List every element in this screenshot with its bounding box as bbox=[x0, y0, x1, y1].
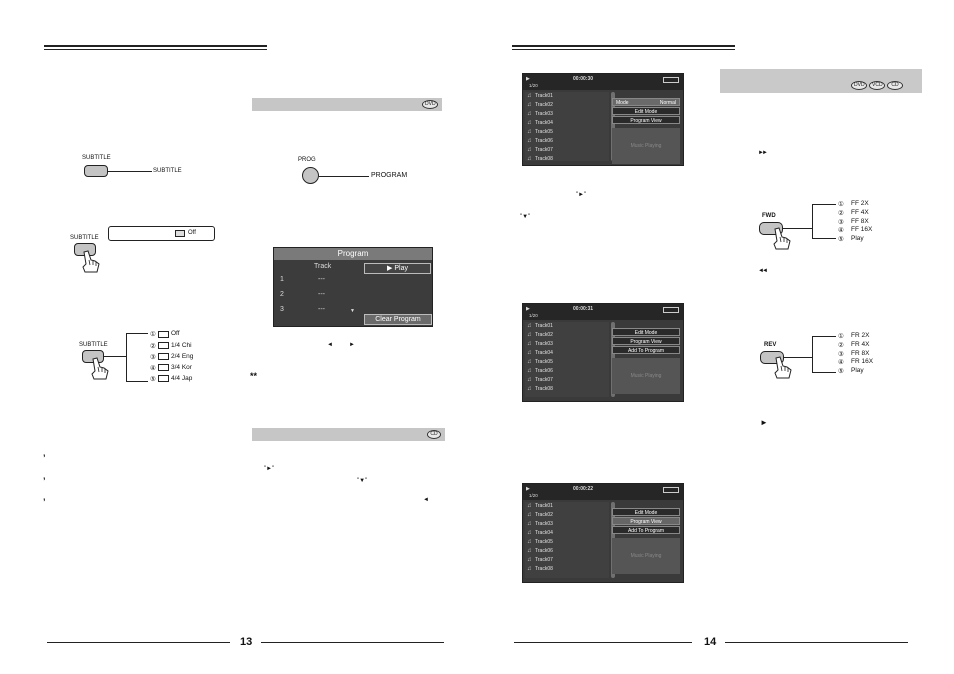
dvd-disc-badge: DVD bbox=[851, 81, 867, 90]
track-list bbox=[525, 502, 609, 578]
track-item[interactable]: ♫ Track03 bbox=[525, 110, 609, 119]
mode-label: Mode bbox=[616, 100, 629, 106]
play-status-icon: ▶ bbox=[526, 486, 530, 492]
play-icon-right: ► bbox=[760, 418, 768, 427]
fwd-option-mark: ③ bbox=[838, 219, 844, 226]
left-page-number: 13 bbox=[240, 636, 253, 648]
subtitle-button-label-3: SUBTITLE bbox=[79, 342, 108, 348]
music-screen-3 bbox=[522, 483, 684, 583]
rev-option: FR 2X bbox=[851, 332, 870, 339]
track-item[interactable]: ♫ Track06 bbox=[525, 547, 609, 556]
fwd-connector bbox=[783, 228, 812, 229]
rev-bracket-bottom bbox=[812, 372, 836, 373]
track-count: 1/20 bbox=[529, 313, 538, 318]
track-item[interactable]: ♫ Track02 bbox=[525, 511, 609, 520]
music-screen-1 bbox=[522, 73, 684, 166]
track-item[interactable]: ♫ Track01 bbox=[525, 92, 609, 101]
subtitle-option: 4/4 Jap bbox=[171, 375, 193, 382]
track-count: 1/20 bbox=[529, 493, 538, 498]
right-footer-rule-b bbox=[725, 642, 908, 643]
track-item[interactable]: ♫ Track01 bbox=[525, 502, 609, 511]
music-playing-panel: Music Playing bbox=[612, 128, 680, 164]
track-item[interactable]: ♫ Track04 bbox=[525, 349, 609, 358]
screen-status-bar bbox=[523, 74, 683, 90]
subtitle-option-mark: ② bbox=[150, 343, 156, 350]
hand-press-icon-rev bbox=[772, 356, 794, 380]
screen-status-bar bbox=[523, 304, 683, 320]
subtitle-button bbox=[84, 165, 108, 177]
down-quote-icon-right: "▼" bbox=[520, 214, 531, 220]
left-footer-rule-b bbox=[261, 642, 444, 643]
play-quote-icon: "►" bbox=[264, 466, 275, 472]
track-item[interactable]: ♫ Track07 bbox=[525, 146, 609, 155]
subtitle-button-label-2: SUBTITLE bbox=[70, 235, 99, 241]
track-item[interactable]: ♫ Track03 bbox=[525, 520, 609, 529]
track-item[interactable]: ♫ Track08 bbox=[525, 565, 609, 574]
play-status-icon: ▶ bbox=[526, 76, 530, 82]
play-quote-icon-right: "►" bbox=[576, 192, 587, 198]
track-item[interactable]: ♫ Track02 bbox=[525, 101, 609, 110]
clear-program-button[interactable]: Clear Program bbox=[364, 314, 432, 325]
rev-option: Play bbox=[851, 367, 864, 374]
right-footer-rule-a bbox=[514, 642, 692, 643]
rev-option: FR 4X bbox=[851, 341, 870, 348]
prog-button bbox=[302, 167, 319, 184]
subtitle-connector-label: SUBTITLE bbox=[153, 168, 182, 174]
left-arrow-icon: ◄ bbox=[327, 342, 333, 348]
program-row-number: 3 bbox=[280, 306, 284, 313]
rev-bracket-top bbox=[812, 336, 836, 337]
screen-menu bbox=[612, 98, 680, 125]
rev-connector bbox=[784, 357, 812, 358]
cd-disc-badge: CD bbox=[427, 430, 441, 439]
track-item[interactable]: ♫ Track03 bbox=[525, 340, 609, 349]
bullet-mark: ’ bbox=[43, 476, 46, 486]
down-quote-icon: "▼" bbox=[357, 478, 368, 484]
program-row-number: 2 bbox=[280, 291, 284, 298]
subtitle-option-icon bbox=[158, 375, 169, 382]
prog-button-label: PROG bbox=[298, 157, 316, 163]
vcd-disc-badge: VCD bbox=[869, 81, 885, 90]
track-item[interactable]: ♫ Track05 bbox=[525, 358, 609, 367]
program-play-label: Play bbox=[394, 265, 408, 272]
rewind-icon: ◄◄ bbox=[758, 268, 766, 274]
menu-option[interactable]: Program View bbox=[612, 116, 680, 124]
subtitle-connector-line bbox=[108, 171, 152, 172]
hand-press-icon-fwd bbox=[771, 227, 793, 251]
scroll-down-icon: ▼ bbox=[350, 308, 355, 314]
rev-option: FR 8X bbox=[851, 350, 870, 357]
bullet-mark: ’ bbox=[43, 497, 46, 507]
track-item[interactable]: ♫ Track07 bbox=[525, 376, 609, 385]
track-item[interactable]: ♫ Track04 bbox=[525, 119, 609, 128]
music-playing-panel: Music Playing bbox=[612, 358, 680, 394]
subtitle-option-icon bbox=[158, 331, 169, 338]
track-item[interactable]: ♫ Track06 bbox=[525, 137, 609, 146]
mode-value: Normal bbox=[659, 100, 676, 106]
dvd-disc-badge: DVD bbox=[422, 100, 438, 109]
track-list bbox=[525, 322, 609, 397]
program-row-value: --- bbox=[318, 291, 325, 298]
rev-option: FR 16X bbox=[851, 358, 874, 365]
subtitle-options-bracket bbox=[126, 333, 127, 381]
fwd-option: FF 16X bbox=[851, 226, 873, 233]
prog-connector-label: PROGRAM bbox=[371, 172, 408, 179]
rev-button-label: REV bbox=[764, 342, 777, 348]
prog-connector-line bbox=[319, 176, 369, 177]
fwd-option: FF 4X bbox=[851, 209, 869, 216]
right-arrow-icon: ► bbox=[349, 342, 355, 348]
bracket-bottom bbox=[126, 381, 148, 382]
fwd-option-mark: ① bbox=[838, 201, 844, 208]
menu-option[interactable]: Edit Mode bbox=[612, 107, 680, 115]
cd-disc-badge: CD bbox=[887, 81, 903, 90]
left-arrow-icon-cd: ◄ bbox=[423, 497, 429, 503]
rev-option-mark: ③ bbox=[838, 351, 844, 358]
bracket-top bbox=[126, 333, 148, 334]
playback-time: 00:00:22 bbox=[573, 486, 594, 492]
left-footer-rule-a bbox=[47, 642, 230, 643]
track-item[interactable]: ♫ Track05 bbox=[525, 128, 609, 137]
fwd-option: Play bbox=[851, 235, 864, 242]
right-header-rule bbox=[512, 45, 735, 50]
menu-option[interactable]: Add To Program bbox=[612, 526, 680, 534]
subtitle-option: 3/4 Kor bbox=[171, 364, 192, 371]
fwd-option-mark: ② bbox=[838, 210, 844, 217]
fwd-option: FF 2X bbox=[851, 200, 869, 207]
track-item[interactable]: ♫ Track05 bbox=[525, 538, 609, 547]
note-mark: ** bbox=[250, 371, 258, 381]
subtitle-option-icon bbox=[158, 342, 169, 349]
program-osd bbox=[273, 247, 433, 327]
track-item[interactable]: ♫ Track07 bbox=[525, 556, 609, 565]
menu-option[interactable]: Edit Mode bbox=[612, 508, 680, 516]
music-screen-2 bbox=[522, 303, 684, 402]
program-section-band bbox=[252, 98, 442, 111]
track-item[interactable]: ♫ Track02 bbox=[525, 331, 609, 340]
menu-option[interactable]: Program View bbox=[612, 337, 680, 345]
rev-option-mark: ⑤ bbox=[838, 368, 844, 375]
subtitle-option-icon bbox=[158, 353, 169, 360]
menu-option[interactable]: Program View bbox=[612, 517, 680, 525]
track-count: 1/20 bbox=[529, 83, 538, 88]
playback-time: 00:00:31 bbox=[573, 306, 594, 312]
track-item[interactable]: ♫ Track04 bbox=[525, 529, 609, 538]
hand-press-icon-2 bbox=[89, 357, 111, 381]
subtitle-osd-box bbox=[108, 226, 215, 241]
track-item[interactable]: ♫ Track06 bbox=[525, 367, 609, 376]
program-row-value: --- bbox=[318, 306, 325, 313]
subtitle-options-connector bbox=[104, 356, 126, 357]
right-page-number: 14 bbox=[704, 636, 717, 648]
subtitle-osd-value: Off bbox=[188, 230, 196, 236]
screen-menu bbox=[612, 508, 680, 535]
rev-bracket bbox=[812, 336, 813, 372]
screen-status-bar bbox=[523, 484, 683, 500]
subtitle-osd-icon bbox=[175, 230, 185, 237]
fwd-bracket-top bbox=[812, 204, 836, 205]
rev-option-mark: ② bbox=[838, 342, 844, 349]
music-playing-panel: Music Playing bbox=[612, 538, 680, 574]
program-row-number: 1 bbox=[280, 276, 284, 283]
subtitle-option: 1/4 Chi bbox=[171, 342, 192, 349]
cd-section-band bbox=[252, 428, 445, 441]
menu-option[interactable]: Edit Mode bbox=[612, 328, 680, 336]
fwd-option: FF 8X bbox=[851, 218, 869, 225]
fwd-button-label: FWD bbox=[762, 213, 776, 219]
left-header-rule bbox=[44, 45, 267, 50]
subtitle-option: 2/4 Eng bbox=[171, 353, 194, 360]
program-row-value: --- bbox=[318, 276, 325, 283]
menu-option[interactable]: Add To Program bbox=[612, 346, 680, 354]
fwd-option-mark: ⑤ bbox=[838, 236, 844, 243]
fast-forward-icon: ►► bbox=[758, 150, 766, 156]
bullet-mark: ’ bbox=[43, 453, 46, 463]
disc-logo-icon bbox=[663, 77, 679, 83]
disc-logo-icon bbox=[663, 307, 679, 313]
screen-menu bbox=[612, 328, 680, 355]
track-item[interactable]: ♫ Track01 bbox=[525, 322, 609, 331]
disc-logo-icon bbox=[663, 487, 679, 493]
track-item[interactable]: ♫ Track08 bbox=[525, 385, 609, 394]
subtitle-option-mark: ④ bbox=[150, 365, 156, 372]
mode-option[interactable] bbox=[612, 98, 680, 106]
program-osd-title: Program bbox=[274, 248, 432, 260]
subtitle-button-label: SUBTITLE bbox=[82, 155, 111, 161]
track-list bbox=[525, 92, 609, 161]
play-icon: ▶ bbox=[387, 265, 395, 272]
track-item[interactable]: ♫ Track08 bbox=[525, 155, 609, 164]
rev-option-mark: ① bbox=[838, 333, 844, 340]
program-column-header: Track bbox=[314, 263, 332, 270]
fwd-option-mark: ④ bbox=[838, 227, 844, 234]
hand-press-icon bbox=[80, 250, 102, 274]
subtitle-option: Off bbox=[171, 330, 180, 337]
subtitle-option-icon bbox=[158, 364, 169, 371]
playback-time: 00:00:30 bbox=[573, 76, 594, 82]
play-status-icon: ▶ bbox=[526, 306, 530, 312]
subtitle-option-mark: ① bbox=[150, 331, 156, 338]
subtitle-option-mark: ⑤ bbox=[150, 376, 156, 383]
fwd-bracket-bottom bbox=[812, 238, 836, 239]
subtitle-option-mark: ③ bbox=[150, 354, 156, 361]
program-play-button[interactable] bbox=[364, 263, 431, 274]
rev-option-mark: ④ bbox=[838, 359, 844, 366]
fwd-bracket bbox=[812, 204, 813, 238]
